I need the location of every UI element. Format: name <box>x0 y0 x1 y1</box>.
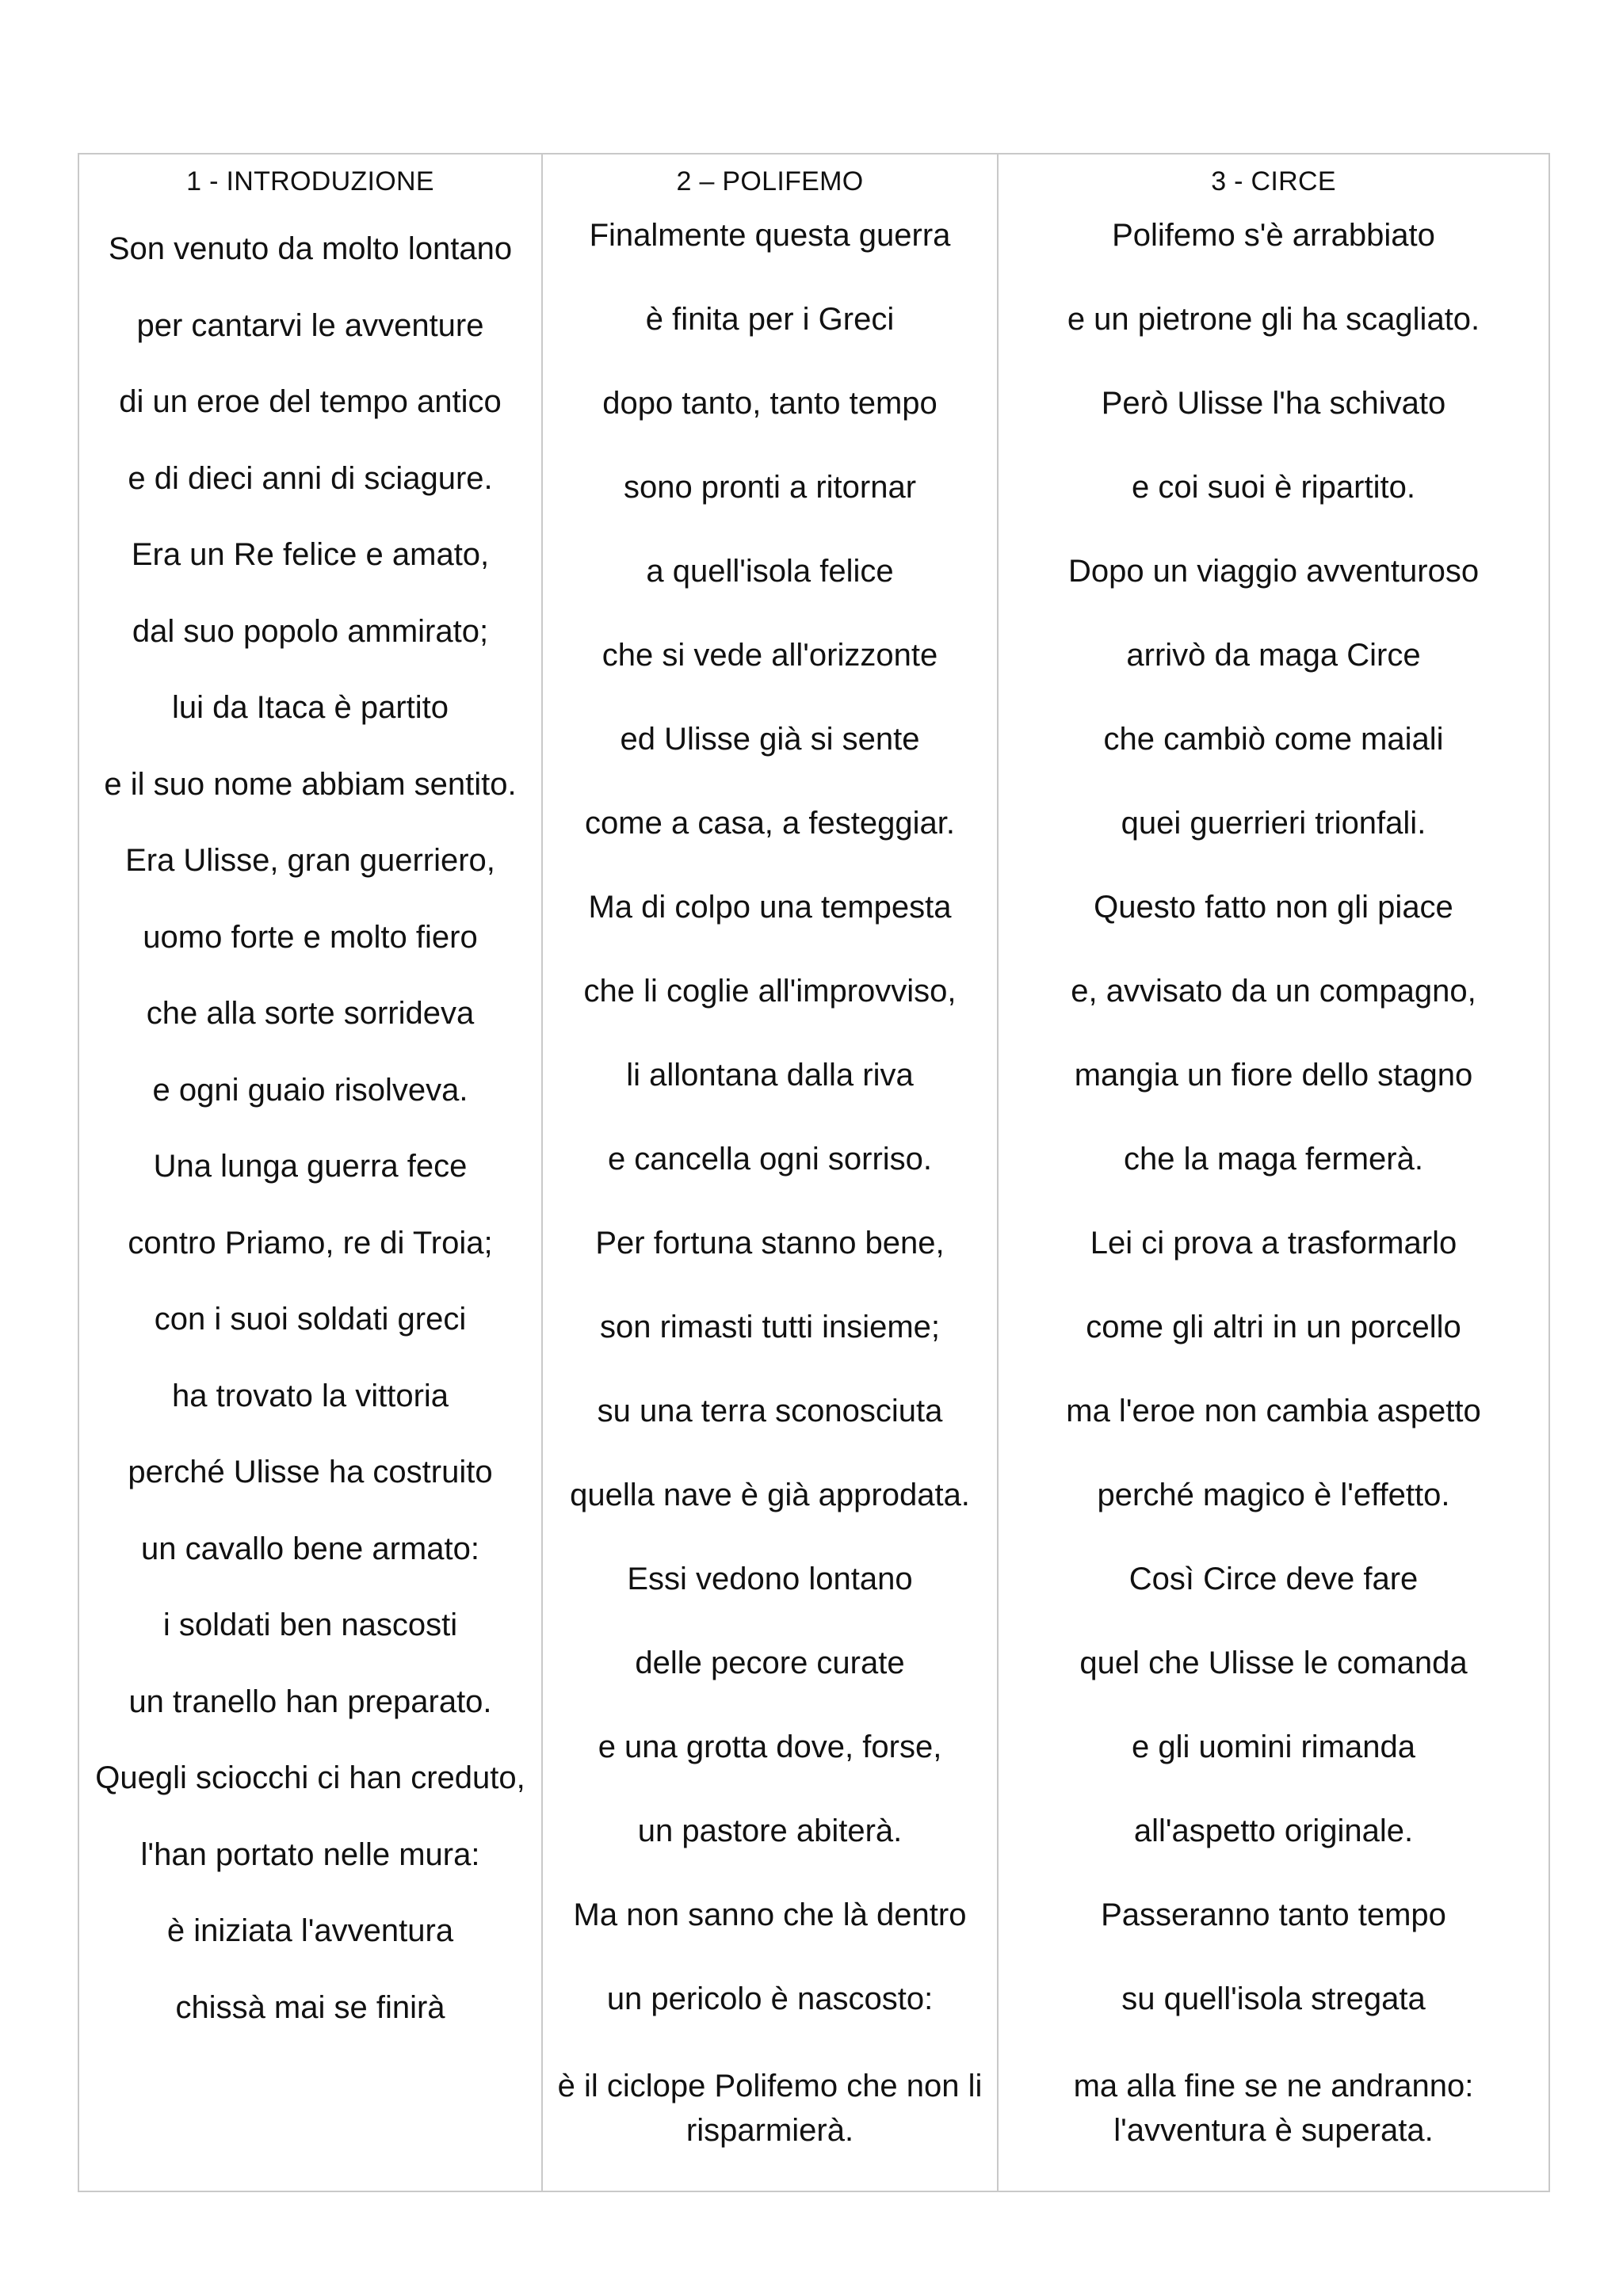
verse-line: Lei ci prova a trasformarlo <box>1090 1226 1457 1261</box>
verse-line: chissà mai se finirà <box>175 1989 445 2025</box>
verse-line: a quell'isola felice <box>646 554 894 589</box>
verse-line: uomo forte e molto fiero <box>143 919 478 955</box>
verse-line: delle pecore curate <box>635 1646 905 1680</box>
verse-line: Così Circe deve fare <box>1128 1562 1419 1596</box>
verse-line: e gli uomini rimanda <box>1132 1730 1415 1764</box>
verse-line: che cambiò come maiali <box>1103 722 1444 757</box>
verse-line: Dopo un viaggio avventuroso <box>1067 554 1480 589</box>
verse-line: Passeranno tanto tempo <box>1101 1897 1446 1932</box>
verse-line: un cavallo bene armato: <box>141 1531 479 1566</box>
verse-line: che li coglie all'improvviso, <box>583 974 957 1009</box>
verse-line: che alla sorte sorrideva <box>146 996 475 1031</box>
verse-line: dopo tanto, tanto tempo <box>602 386 938 421</box>
verse-line: ed Ulisse già si sente <box>620 722 920 757</box>
verse-line: ma l'eroe non cambia aspetto <box>1066 1394 1481 1428</box>
verse-list <box>543 216 997 2148</box>
verse-line: un pericolo è nascosto: <box>606 1981 934 2016</box>
verse-line: su quell'isola stregata <box>1121 1981 1426 2016</box>
verse-line: Ma di colpo una tempesta <box>588 890 952 925</box>
verse-line: con i suoi soldati greci <box>154 1302 467 1337</box>
lyrics-table <box>78 153 1550 2192</box>
verse-line: un tranello han preparato. <box>128 1684 492 1719</box>
verse-line: che la maga fermerà. <box>1124 1142 1423 1177</box>
verse-line: mangia un fiore dello stagno <box>1074 1058 1473 1093</box>
verse-line: arrivò da maga Circe <box>1126 638 1421 673</box>
verse-line: e, avvisato da un compagno, <box>1071 974 1476 1009</box>
verse-line: ma alla fine se ne andranno: l'avventura è superata. <box>1073 2069 1474 2148</box>
verse-line: come gli altri in un porcello <box>1086 1310 1461 1344</box>
verse-line: quella nave è già approdata. <box>570 1478 970 1512</box>
verse-line: perché Ulisse ha costruito <box>128 1455 493 1489</box>
verse-line: dal suo popolo ammirato; <box>132 613 489 649</box>
verse-line: Finalmente questa guerra <box>589 218 951 253</box>
verse-line: è finita per i Greci <box>645 302 895 337</box>
verse-line: lui da Itaca è partito <box>171 690 449 725</box>
verse-line: Son venuto da molto lontano <box>108 231 513 266</box>
verse-line: e cancella ogni sorriso. <box>607 1142 933 1177</box>
verse-line: e il suo nome abbiam sentito. <box>104 766 517 802</box>
verse-line: e di dieci anni di sciagure. <box>128 460 493 496</box>
verse-line: quel che Ulisse le comanda <box>1079 1646 1468 1680</box>
verse-line: un pastore abiterà. <box>637 1814 903 1848</box>
verse-line: e coi suoi è ripartito. <box>1132 470 1415 505</box>
verse-line: contro Priamo, re di Troia; <box>128 1225 493 1261</box>
verse-line: Era Ulisse, gran guerriero, <box>125 843 495 878</box>
column-introduzione <box>79 154 543 2191</box>
verse-line: come a casa, a festeggiar. <box>585 806 955 841</box>
verse-line: e una grotta dove, forse, <box>598 1730 942 1764</box>
verse-line: Per fortuna stanno bene, <box>595 1226 945 1261</box>
verse-line: Ma non sanno che là dentro <box>573 1897 967 1932</box>
column-circe <box>999 154 1549 2191</box>
verse-line: e ogni guaio risolveva. <box>152 1072 468 1108</box>
verse-line: son rimasti tutti insieme; <box>599 1310 941 1344</box>
verse-line: perché magico è l'effetto. <box>1097 1478 1450 1512</box>
verse-line: sono pronti a ritornar <box>623 470 917 505</box>
verse-line: Questo fatto non gli piace <box>1094 890 1453 925</box>
verse-line: e un pietrone gli ha scagliato. <box>1067 302 1480 337</box>
verse-line: Polifemo s'è arrabbiato <box>1112 218 1435 253</box>
verse-list <box>999 216 1549 2148</box>
column-header: 1 - INTRODUZIONE <box>186 166 434 196</box>
verse-line: su una terra sconosciuta <box>597 1394 943 1428</box>
verse-line: Quegli sciocchi ci han creduto, <box>95 1760 525 1795</box>
verse-list <box>79 230 541 2065</box>
verse-line: di un eroe del tempo antico <box>119 384 502 419</box>
verse-line: Essi vedono lontano <box>627 1562 913 1596</box>
column-header: 2 – POLIFEMO <box>676 166 864 196</box>
verse-line: Però Ulisse l'ha schivato <box>1101 386 1446 421</box>
verse-line: l'han portato nelle mura: <box>140 1836 480 1872</box>
verse-line: all'aspetto originale. <box>1133 1814 1414 1848</box>
verse-line: i soldati ben nascosti <box>162 1608 458 1642</box>
verse-line: quei guerrieri trionfali. <box>1121 806 1426 841</box>
verse-line: Era un Re felice e amato, <box>131 537 490 572</box>
verse-line: è iniziata l'avventura <box>166 1913 454 1948</box>
verse-line: per cantarvi le avventure <box>136 307 484 343</box>
verse-line: ha trovato la vittoria <box>171 1378 449 1413</box>
column-header: 3 - CIRCE <box>1211 166 1336 196</box>
verse-line: li allontana dalla riva <box>626 1058 914 1093</box>
verse-line: Una lunga guerra fece <box>153 1149 468 1184</box>
verse-line: è il ciclope Polifemo che non li risparmierà. <box>557 2069 983 2148</box>
column-polifemo <box>543 154 999 2191</box>
verse-line: che si vede all'orizzonte <box>601 638 938 673</box>
